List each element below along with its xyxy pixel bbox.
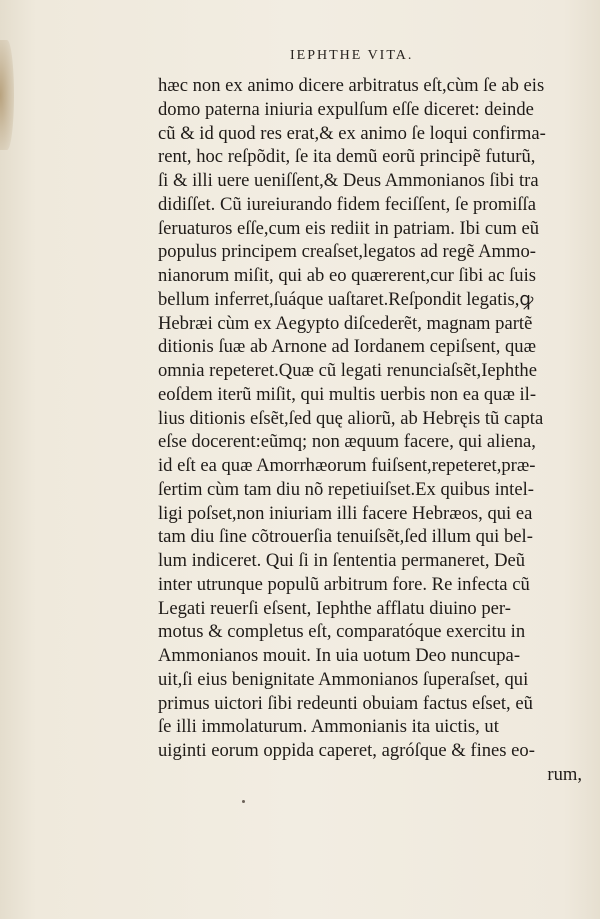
text-line: domo paterna iniuria expulſum eſſe diceret: deinde <box>158 98 534 120</box>
body-text <box>158 74 582 787</box>
text-line: lius ditionis eſsẽt,ſed quę aliorũ, ab Hebręis tũ capta <box>158 407 544 429</box>
text-line: ligi poſset,non iniuriam illi facere Hebræos, qui ea <box>158 502 533 524</box>
ink-speck <box>242 800 245 803</box>
text-line: hæc non ex animo dicere arbitratus eſt,cùm ſe ab eis <box>158 75 545 96</box>
text-line: motus & completus eſt, comparatóque exercitu in <box>158 621 526 643</box>
text-line: didiſſet. Cũ iureiurando fidem feciſſent, ſe promiſſa <box>158 193 536 215</box>
text-line: Ammonianos mouit. In uia uotum Deo nuncupa- <box>158 645 521 666</box>
catchword: rum, <box>547 763 582 785</box>
text-line: ſeruaturos eſſe,cum eis rediit in patriam. Ibi cum eũ <box>158 217 540 239</box>
running-header: IEPHTHE VITA. <box>290 48 414 63</box>
text-line: eſse docerent:eũmq; non æquum facere, qui aliena, <box>158 431 536 453</box>
text-line: nianorum miſit, qui ab eo quærerent,cur ſibi ac ſuis <box>158 265 536 286</box>
text-line: cũ & id quod res erat,& ex animo ſe loqui confirma- <box>158 122 546 144</box>
text-line: Legati reuerſi eſsent, Iephthe afflatu diuino per- <box>158 597 511 619</box>
text-line: inter utrunque populũ arbitrum fore. Re infecta cũ <box>158 573 530 595</box>
text-line: lum indiceret. Qui ſi in ſententia permaneret, Deũ <box>158 550 526 571</box>
text-line: uit,ſi eius benignitate Ammonianos ſuperaſset, qui <box>158 668 529 690</box>
text-line: id eſt ea quæ Amorrhæorum fuiſsent,repeteret,præ- <box>158 455 536 476</box>
text-line: eoſdem iterũ miſit, qui multis uerbis non ea quæ il- <box>158 383 537 405</box>
text-line: bellum inferret,ſuáque uaſtaret.Reſpondit legatis,ꝙ <box>158 288 534 310</box>
text-line: rent, hoc reſpõdit, ſe ita demũ eorũ principẽ futurũ, <box>158 146 536 168</box>
text-line: ſe illi immolaturum. Ammonianis ita uictis, ut <box>158 716 499 738</box>
text-line: tam diu ſine cõtrouerſia tenuiſsẽt,ſed illum qui bel- <box>158 526 533 548</box>
text-line: primus uictori ſibi redeunti obuiam factus eſset, eũ <box>158 692 533 714</box>
text-line: Hebræi cùm ex Aegypto diſcederẽt, magnam partẽ <box>158 312 533 334</box>
text-line: ditionis ſuæ ab Arnone ad Iordanem cepiſsent, quæ <box>158 336 537 358</box>
text-line: ſi & illi uere ueniſſent,& Deus Ammonianos ſibi tra <box>158 170 539 191</box>
page-edge-stain <box>0 40 14 150</box>
text-line: ſertim cùm tam diu nõ repetiuiſset.Ex quibus intel- <box>158 478 534 500</box>
text-line: omnia repeteret.Quæ cũ legati renunciaſsẽt,Iephthe <box>158 360 537 381</box>
text-line: populus principem creaſset,legatos ad regẽ Ammo- <box>158 241 536 263</box>
text-line: uiginti eorum oppida caperet, agróſque & fines eo- <box>158 740 535 761</box>
